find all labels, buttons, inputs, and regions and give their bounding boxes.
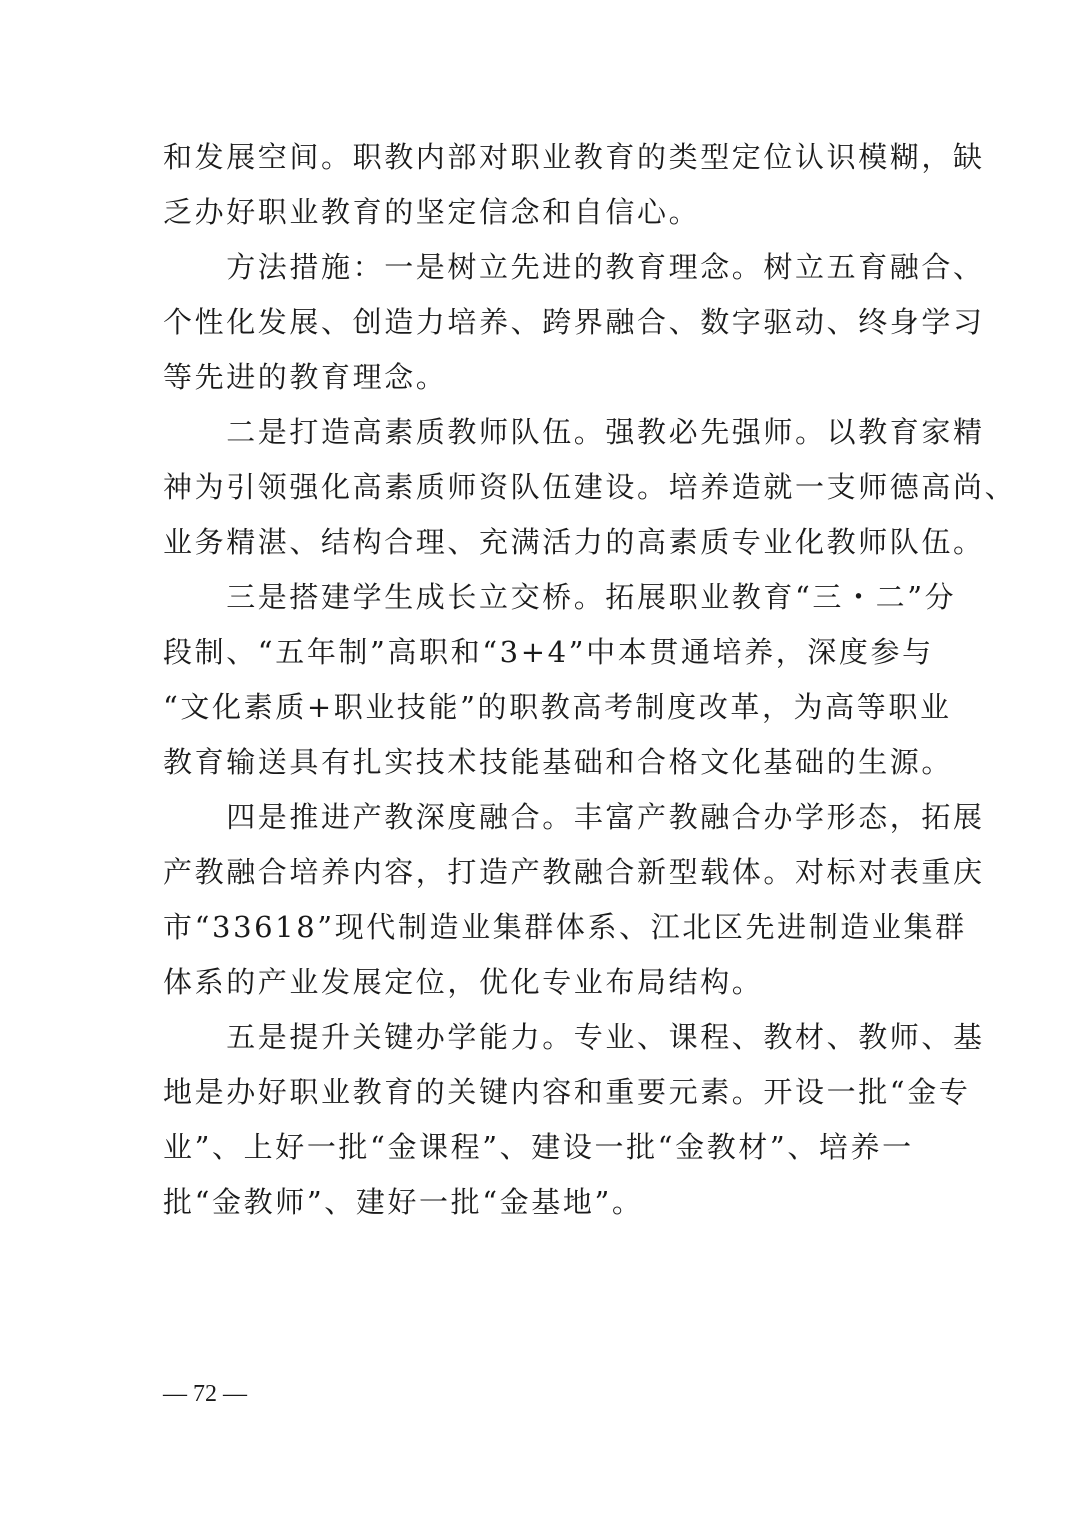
- text-line: 等先进的教育理念。: [163, 360, 448, 394]
- text-line: “文化素质+职业技能”的职教高考制度改革，为高等职业: [163, 690, 952, 724]
- page-number: — 72 —: [163, 1381, 247, 1407]
- text-line: 三是搭建学生成长立交桥。拓展职业教育“三・二”分: [163, 580, 957, 614]
- text-line: 和发展空间。职教内部对职业教育的类型定位认识模糊，缺: [163, 140, 985, 174]
- text-line: 教育输送具有扎实技术技能基础和合格文化基础的生源。: [163, 745, 954, 779]
- text-line: 业务精湛、结构合理、充满活力的高素质专业化教师队伍。: [163, 525, 985, 559]
- text-line: 段制、“五年制”高职和“3+4”中本贯通培养，深度参与: [163, 635, 934, 669]
- text-line: 地是办好职业教育的关键内容和重要元素。开设一批“金专: [163, 1075, 971, 1109]
- text-line: 方法措施：一是树立先进的教育理念。树立五育融合、: [163, 250, 985, 284]
- text-line: 体系的产业发展定位，优化专业布局结构。: [163, 965, 764, 999]
- text-line: 二是打造高素质教师队伍。强教必先强师。以教育家精: [163, 415, 985, 449]
- text-line: 神为引领强化高素质师资队伍建设。培养造就一支师德高尚、: [163, 470, 1017, 504]
- text-line: 业”、上好一批“金课程”、建设一批“金教材”、培养一: [163, 1130, 914, 1164]
- text-line: 乏办好职业教育的坚定信念和自信心。: [163, 195, 701, 229]
- text-line: 批“金教师”、建好一批“金基地”。: [163, 1185, 644, 1219]
- text-line: 四是推进产教深度融合。丰富产教融合办学形态，拓展: [163, 800, 985, 834]
- text-line: 市“33618”现代制造业集群体系、江北区先进制造业集群: [163, 910, 967, 944]
- text-line: 产教融合培养内容，打造产教融合新型载体。对标对表重庆: [163, 855, 985, 889]
- text-line: 个性化发展、创造力培养、跨界融合、数字驱动、终身学习: [163, 305, 985, 339]
- text-line: 五是提升关键办学能力。专业、课程、教材、教师、基: [163, 1020, 985, 1054]
